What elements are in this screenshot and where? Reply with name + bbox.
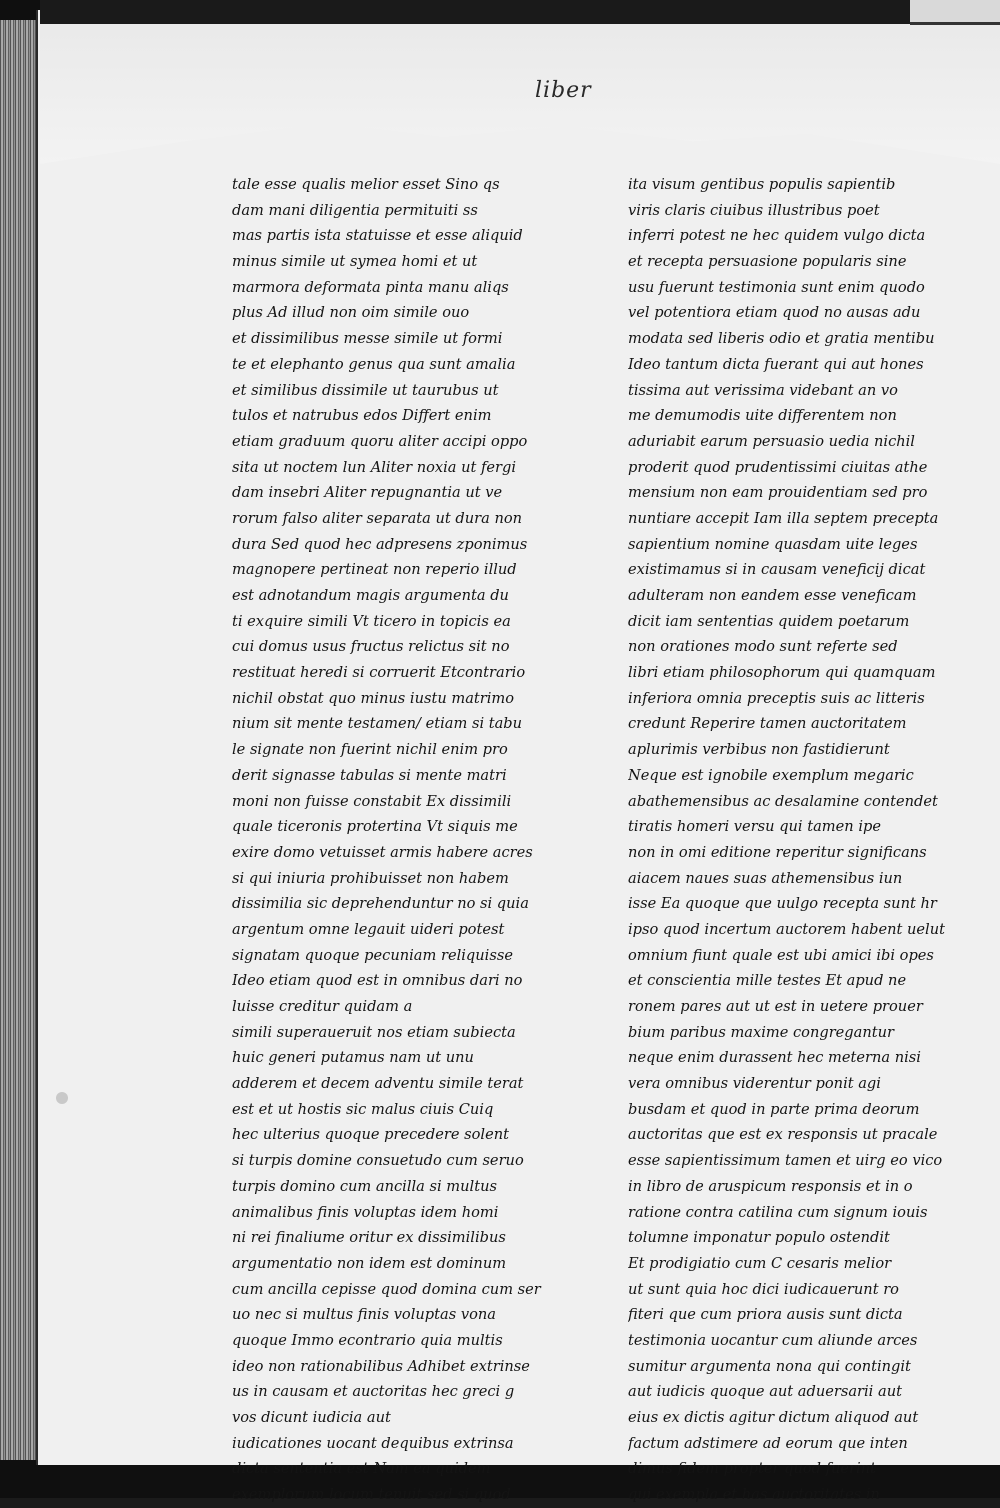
text-line: ratione contra catilina cum signum iouis <box>628 1203 928 1221</box>
text-line: bium paribus maxime congregantur <box>628 1023 894 1041</box>
text-line: quale ticeronis protertina Vt siquis me <box>232 818 518 836</box>
text-line: Ideo tantum dicta fuerant qui aut hones <box>628 355 924 373</box>
text-line: restituat heredi si corruerit Etcontrario <box>232 664 526 682</box>
text-line: magnopere pertineat non reperio illud <box>232 561 517 579</box>
text-line: tiratis homeri versu qui tamen ipe <box>628 818 881 836</box>
text-line: est et ut hostis sic malus ciuis Cuiq <box>232 1100 494 1118</box>
text-line: fiteri que cum priora ausis sunt dicta <box>628 1306 903 1324</box>
text-line: est adnotandum magis argumenta du <box>232 587 509 604</box>
text-line: mensium non eam prouidentiam sed pro <box>628 484 928 502</box>
text-line: modata sed liberis odio et gratia mentibu <box>628 330 935 348</box>
text-line: inferri potest ne hec quidem vulgo dicta <box>628 227 926 245</box>
text-line: vos dicunt iudicia aut <box>232 1409 391 1426</box>
text-line: esse sapientissimum tamen et uirg eo vico <box>628 1152 943 1170</box>
text-line: aut iudicis quoque aut aduersarii aut <box>628 1383 902 1401</box>
text-line: argumentatio non idem est dominum <box>232 1254 507 1272</box>
text-line: mas partis ista statuisse et esse aliquid <box>232 227 523 245</box>
text-line: marmora deformata pinta manu aliqs <box>232 278 509 296</box>
text-line: us in causam et auctoritas hec greci g <box>232 1383 515 1401</box>
text-line: tale esse qualis melior esset Sino qs <box>232 176 500 193</box>
text-line: ideo non rationabilibus Adhibet extrinse <box>232 1357 530 1375</box>
text-line: turpis domino cum ancilla si multus <box>232 1177 497 1195</box>
text-line: eius ex dictis agitur dictum aliquod aut <box>628 1409 919 1426</box>
text-line: sita ut noctem lun Aliter noxia ut fergi <box>232 458 517 476</box>
text-line: aplurimis verbibus non fastidierunt <box>628 741 890 759</box>
text-line: non in omi editione reperitur significans <box>628 843 927 861</box>
text-line: ipso quod incertum auctorem habent uelut <box>628 920 945 938</box>
left-text-column <box>232 172 567 1508</box>
text-line: hec ulterius quoque precedere solent <box>232 1126 509 1144</box>
text-line: tolumne imponatur populo ostendit <box>628 1229 890 1247</box>
text-line: luisse creditur quidam a <box>232 998 413 1015</box>
text-line: libri etiam philosophorum qui quamquam <box>628 664 936 682</box>
text-line: nuntiare accepit Iam illa septem precepta <box>628 509 939 527</box>
text-line: tissima aut verissima videbant an vo <box>628 381 898 399</box>
text-line: te et elephanto genus qua sunt amalia <box>232 355 516 373</box>
top-shadow-strip <box>40 0 1000 24</box>
text-line: factum adstimere ad eorum que inten <box>628 1434 908 1452</box>
text-line: le signate non fuerint nichil enim pro <box>232 741 508 759</box>
text-line: abathemensibus ac desalamine contendet <box>628 792 938 810</box>
text-line: omnium fiunt quale est ubi amici ibi opes <box>628 946 934 964</box>
text-line: ronem pares aut ut est in uetere prouer <box>628 998 923 1015</box>
text-line: quoque Immo econtrario quia multis <box>232 1331 503 1349</box>
text-line: exire domo vetuisset armis habere acres <box>232 843 533 861</box>
text-line: animalibus finis voluptas idem homi <box>232 1203 499 1221</box>
text-line: dicit iam sententias quidem poetarum <box>628 612 910 630</box>
text-line: si qui iniuria prohibuisset non habem <box>232 869 509 887</box>
running-head: liber <box>535 78 592 103</box>
text-line: non orationes modo sunt referte sed <box>628 638 898 656</box>
text-line: sapientium nomine quasdam uite leges <box>628 535 918 553</box>
text-line: neque enim durassent hec meterna nisi <box>628 1049 921 1067</box>
text-line: cum ancilla cepisse quod domina cum ser <box>232 1280 541 1298</box>
text-line: exemplorum locum tenuit sed si quod <box>232 1486 511 1504</box>
text-line: iudicationes uocant dequibus extrinsa <box>232 1434 514 1452</box>
text-line: dissimilia sic deprehenduntur no si quia <box>232 895 529 913</box>
text-line: usu fuerunt testimonia sunt enim quodo <box>628 278 925 296</box>
text-line: minus simile ut symea homi et ut <box>232 253 478 271</box>
text-line: isse Ea quoque que uulgo recepta sunt hr <box>628 895 937 913</box>
text-line: testimonia uocantur cum aliunde arces <box>628 1331 918 1349</box>
text-line: et similibus dissimile ut taurubus ut <box>232 381 499 399</box>
text-line: uo nec si multus finis voluptas vona <box>232 1306 496 1324</box>
text-line: plus Ad illud non oim simile ouo <box>232 304 470 322</box>
text-line: ti exquire simili Vt ticero in topicis ea <box>232 612 511 630</box>
text-line: argentum omne legauit uideri potest <box>232 920 505 938</box>
text-line: et recepta persuasione popularis sine <box>628 253 907 271</box>
text-line: Et prodigiatio cum C cesaris melior <box>628 1254 892 1272</box>
text-line: me demumodis uite differentem non <box>628 407 897 425</box>
text-line: aduriabit earum persuasio uedia nichil <box>628 432 915 450</box>
text-line: ut sunt quia hoc dici iudicauerunt ro <box>628 1280 899 1298</box>
text-line: simili superaueruit nos etiam subiecta <box>232 1023 516 1041</box>
text-line: qui exempla et has auctoritates in <box>628 1486 880 1504</box>
right-text-column <box>628 172 958 1508</box>
text-line: derit signasse tabulas si mente matri <box>232 766 507 784</box>
margin-smudge <box>56 1092 68 1104</box>
text-line: adulteram non eandem esse veneficam <box>628 587 917 604</box>
text-line: dicta sententia est Nam ea quidem <box>232 1460 491 1478</box>
text-line: nichil obstat quo minus iustu matrimo <box>232 689 515 707</box>
text-line: dam mani diligentia permituiti ss <box>232 201 478 219</box>
text-line: ita visum gentibus populis sapientib <box>628 176 896 193</box>
text-line: ni rei finaliume oritur ex dissimilibus <box>232 1229 506 1247</box>
text-line: proderit quod prudentissimi ciuitas athe <box>628 458 928 476</box>
text-line: Neque est ignobile exemplum megaric <box>628 766 914 784</box>
text-line: inferiora omnia preceptis suis ac litteris <box>628 689 925 707</box>
text-line: signatam quoque pecuniam reliquisse <box>232 946 513 964</box>
text-line: si turpis domine consuetudo cum seruo <box>232 1152 524 1170</box>
corner-tab <box>910 0 1000 25</box>
text-line: dura Sed quod hec adpresens zponimus <box>232 535 528 553</box>
text-line: tulos et natrubus edos Differt enim <box>232 407 492 425</box>
text-line: sumitur argumenta nona qui contingit <box>628 1357 911 1375</box>
text-line: et dissimilibus messe simile ut formi <box>232 330 503 348</box>
text-line: adderem et decem adventu simile terat <box>232 1075 524 1093</box>
text-line: dam insebri Aliter repugnantia ut ve <box>232 484 503 502</box>
text-line: cui domus usus fructus relictus sit no <box>232 638 510 656</box>
text-line: vel potentiora etiam quod no ausas adu <box>628 304 921 322</box>
text-line: Ideo etiam quod est in omnibus dari no <box>232 972 523 990</box>
text-line: nium sit mente testamen/ etiam si tabu <box>232 715 523 733</box>
text-line: etiam graduum quoru aliter accipi oppo <box>232 432 528 450</box>
text-line: et conscientia mille testes Et apud ne <box>628 972 907 990</box>
text-line: auctoritas que est ex responsis ut pracale <box>628 1126 938 1144</box>
text-line: moni non fuisse constabit Ex dissimili <box>232 792 512 810</box>
text-line: huic generi putamus nam ut unu <box>232 1049 474 1067</box>
text-line: busdam et quod in parte prima deorum <box>628 1100 920 1118</box>
text-line: rorum falso aliter separata ut dura non <box>232 509 523 527</box>
text-line: existimamus si in causam veneficij dicat <box>628 561 926 579</box>
text-line: in libro de aruspicum responsis et in o <box>628 1177 913 1195</box>
text-line: vera omnibus viderentur ponit agi <box>628 1075 881 1093</box>
text-line: credunt Reperire tamen auctoritatem <box>628 715 907 733</box>
text-line: viris claris ciuibus illustribus poet <box>628 201 880 219</box>
text-line: aiacem naues suas athemensibus iun <box>628 869 903 887</box>
text-line: dimus fidem propter quod fuerint <box>628 1460 876 1478</box>
